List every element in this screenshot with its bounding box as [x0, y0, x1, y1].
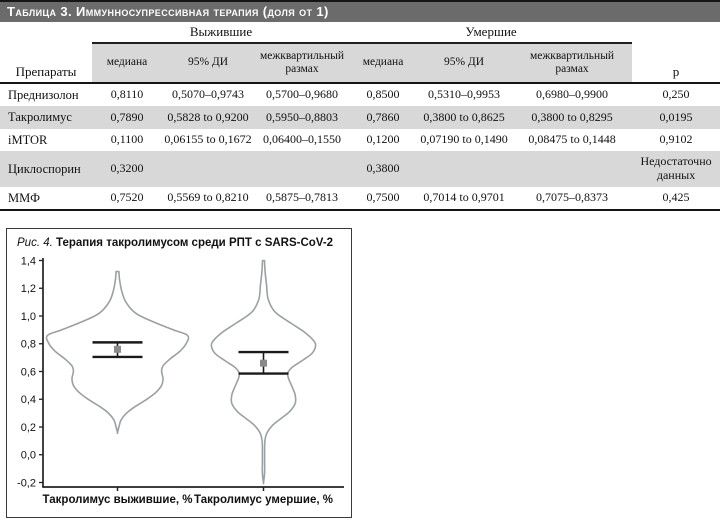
col-group-deceased: Умершие [350, 22, 632, 43]
cell: 0,7014 to 0,9701 [423, 190, 505, 204]
cell: 0,1200 [366, 132, 400, 147]
cell: 0,0195 [659, 109, 693, 124]
col-group-survivors: Выжившие [92, 22, 350, 43]
figure-title: Терапия такролимусом среди РПТ с SARS-CoV-2 [56, 237, 334, 249]
col-subheader-iqr-d: межквартильный размах [512, 43, 632, 83]
cell: 0,5950–0,8803 [266, 109, 339, 124]
table-3-block [0, 0, 720, 211]
cell: 0,7520 [110, 190, 144, 204]
cell: 0,7890 [110, 109, 144, 124]
cell: 0,8110 [110, 87, 144, 102]
immunosuppressive-table [0, 22, 720, 211]
y-tick-label: 1,0 [20, 310, 36, 323]
y-tick-label: 0,6 [20, 366, 36, 379]
figure-caption [17, 237, 342, 249]
cell: 0,8500 [366, 87, 400, 102]
cell [512, 151, 632, 187]
cell [162, 151, 254, 187]
cell [416, 151, 512, 187]
drug-name: Такролимус [8, 110, 72, 125]
figure-label: Рис. 4. [17, 237, 53, 249]
y-tick-label: 1,2 [20, 283, 36, 296]
table-row-mmf [0, 187, 720, 210]
table-row-prednisolone [0, 83, 720, 106]
cell: 0,08475 to 0,1448 [528, 132, 616, 147]
cell: 0,5875–0,7813 [266, 190, 339, 204]
cell: 0,3800 [366, 161, 400, 176]
table-row-imtor [0, 129, 720, 151]
x-category-label: Такролимус выжившие, % [42, 494, 193, 506]
cell: 0,9102 [659, 132, 693, 147]
cell [254, 151, 350, 187]
col-subheader-ci-s: 95% ДИ [162, 43, 254, 83]
violin-plot-svg [7, 229, 350, 516]
y-tick-label: 0,2 [20, 421, 36, 434]
median-marker [260, 360, 267, 367]
table-title-bar [0, 0, 720, 22]
cell: 0,7075–0,8373 [536, 190, 609, 204]
cell: 0,5569 to 0,8210 [167, 190, 249, 204]
cell: 0,3800 to 0,8295 [531, 109, 613, 124]
y-tick-label: 0,8 [20, 338, 36, 351]
col-subheader-ci-d: 95% ДИ [416, 43, 512, 83]
col-subheader-iqr-s: межквартильный размах [254, 43, 350, 83]
cell: 0,5828 to 0,9200 [167, 109, 249, 124]
drug-name: ММФ [8, 190, 40, 205]
drug-name: Циклоспорин [8, 161, 81, 176]
cell: 0,1100 [110, 132, 144, 147]
cell: 0,5070–0,9743 [172, 87, 244, 102]
figure-4-box [6, 228, 352, 518]
table-title: Таблица 3. Иммунносупрессивная терапия (доля от 1) [7, 4, 329, 19]
y-tick-label: -0,2 [17, 477, 36, 490]
col-header-p: p [632, 22, 720, 83]
x-category-label: Такролимус умершие, % [194, 494, 333, 506]
col-subheader-median-d: медиана [350, 43, 416, 83]
y-tick-label: 1,4 [20, 255, 36, 268]
table-row-cyclosporine [0, 151, 720, 187]
col-header-drugs: Препараты [0, 22, 92, 83]
median-marker [114, 346, 121, 353]
cell: 0,3200 [110, 161, 144, 176]
cell: 0,5700–0,9680 [266, 87, 339, 102]
y-tick-label: 0,0 [20, 449, 36, 462]
drug-name: Преднизолон [8, 88, 79, 102]
cell: 0,3800 to 0,8625 [423, 109, 505, 124]
table-row-tacrolimus [0, 106, 720, 128]
drug-name: iMTOR [8, 132, 48, 147]
col-subheader-median-s: медиана [92, 43, 162, 83]
cell: 0,07190 to 0,1490 [420, 132, 508, 147]
cell: Недостаточно данных [640, 154, 712, 182]
cell: 0,425 [662, 190, 690, 204]
y-tick-label: 0,4 [20, 394, 36, 407]
cell: 0,06155 to 0,1672 [164, 132, 252, 147]
cell: 0,250 [662, 87, 690, 102]
cell: 0,7500 [366, 190, 400, 204]
cell: 0,7860 [366, 109, 400, 124]
cell: 0,6980–0,9900 [536, 87, 609, 102]
cell: 0,06400–0,1550 [263, 132, 342, 147]
cell: 0,5310–0,9953 [428, 87, 501, 102]
